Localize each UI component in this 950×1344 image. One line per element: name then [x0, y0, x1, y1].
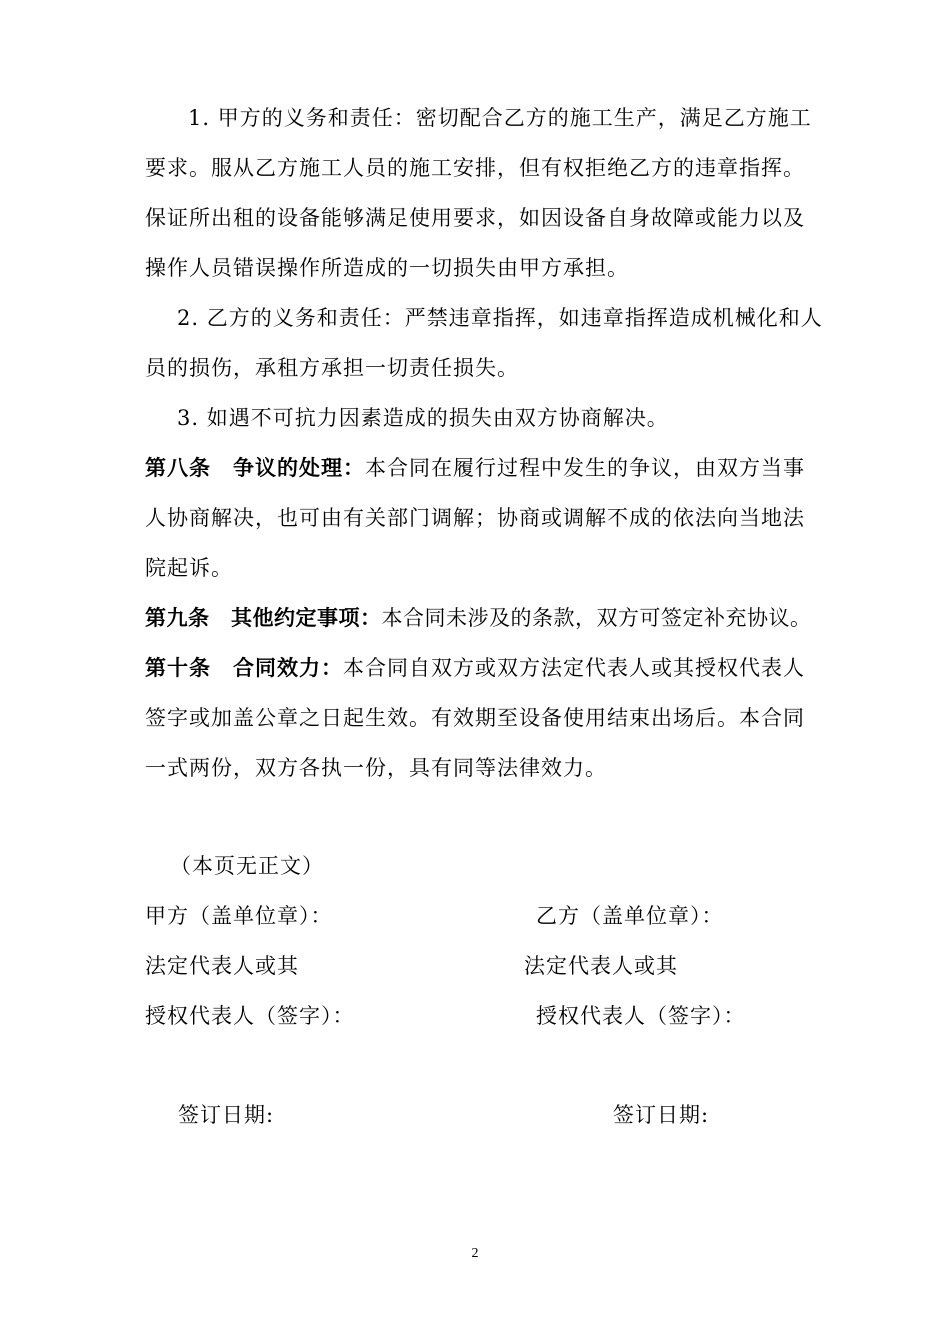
- article9-heading: 第九条 其他约定事项：: [145, 605, 382, 630]
- item1-line1: 1. 甲方的义务和责任：密切配合乙方的施工生产，满足乙方施工: [188, 106, 812, 130]
- article8-line1-text: 本合同在履行过程中发生的争议，由双方当事: [365, 456, 805, 480]
- article10-line1-text: 本合同自双方或双方法定代表人或其授权代表人: [343, 656, 805, 680]
- item1-line3: 保证所出租的设备能够满足使用要求，如因设备自身故障或能力以及: [145, 206, 805, 230]
- article10-line2: 签字或加盖公章之日起生效。有效期至设备使用结束出场后。本合同: [145, 706, 805, 730]
- article10-line3: 一式两份，双方各执一份，具有同等法律效力。: [145, 756, 607, 780]
- item2-line1: 2. 乙方的义务和责任：严禁违章指挥，如违章指挥造成机械化和人: [177, 306, 823, 330]
- item3-line1: 3. 如遇不可抗力因素造成的损失由双方协商解决。: [177, 406, 669, 430]
- party-b-sign-date: 签订日期:: [613, 1103, 710, 1127]
- article8-line3: 院起诉。: [145, 556, 233, 580]
- party-b-seal: 乙方（盖单位章）：: [536, 904, 724, 928]
- item1-line2: 要求。服从乙方施工人员的施工安排，但有权拒绝乙方的违章指挥。: [145, 156, 805, 180]
- article10-heading: 第十条 合同效力：: [145, 655, 343, 680]
- article8-heading: 第八条 争议的处理：: [145, 455, 365, 480]
- article9-line1-text: 本合同未涉及的条款，双方可签定补充协议。: [381, 606, 812, 630]
- party-a-rep-line2: 授权代表人（签字）：: [145, 1004, 355, 1028]
- page-number: 2: [471, 1246, 479, 1261]
- article8-line2: 人协商解决，也可由有关部门调解；协商或调解不成的依法向当地法: [145, 506, 805, 530]
- article10-line1: [145, 654, 805, 682]
- article9-line1: [145, 604, 812, 632]
- party-b-rep-line2: 授权代表人（签字）：: [536, 1004, 746, 1028]
- party-a-seal: 甲方（盖单位章）：: [145, 904, 333, 928]
- party-a-rep-line1: 法定代表人或其: [145, 954, 299, 978]
- no-text-note: （本页无正文）: [170, 854, 324, 878]
- party-b-rep-line1: 法定代表人或其: [524, 954, 678, 978]
- article8-line1: [145, 454, 805, 482]
- item2-line2: 员的损伤，承租方承担一切责任损失。: [145, 356, 519, 380]
- party-a-sign-date: 签订日期:: [178, 1103, 275, 1127]
- item1-line4: 操作人员错误操作所造成的一切损失由甲方承担。: [145, 256, 629, 280]
